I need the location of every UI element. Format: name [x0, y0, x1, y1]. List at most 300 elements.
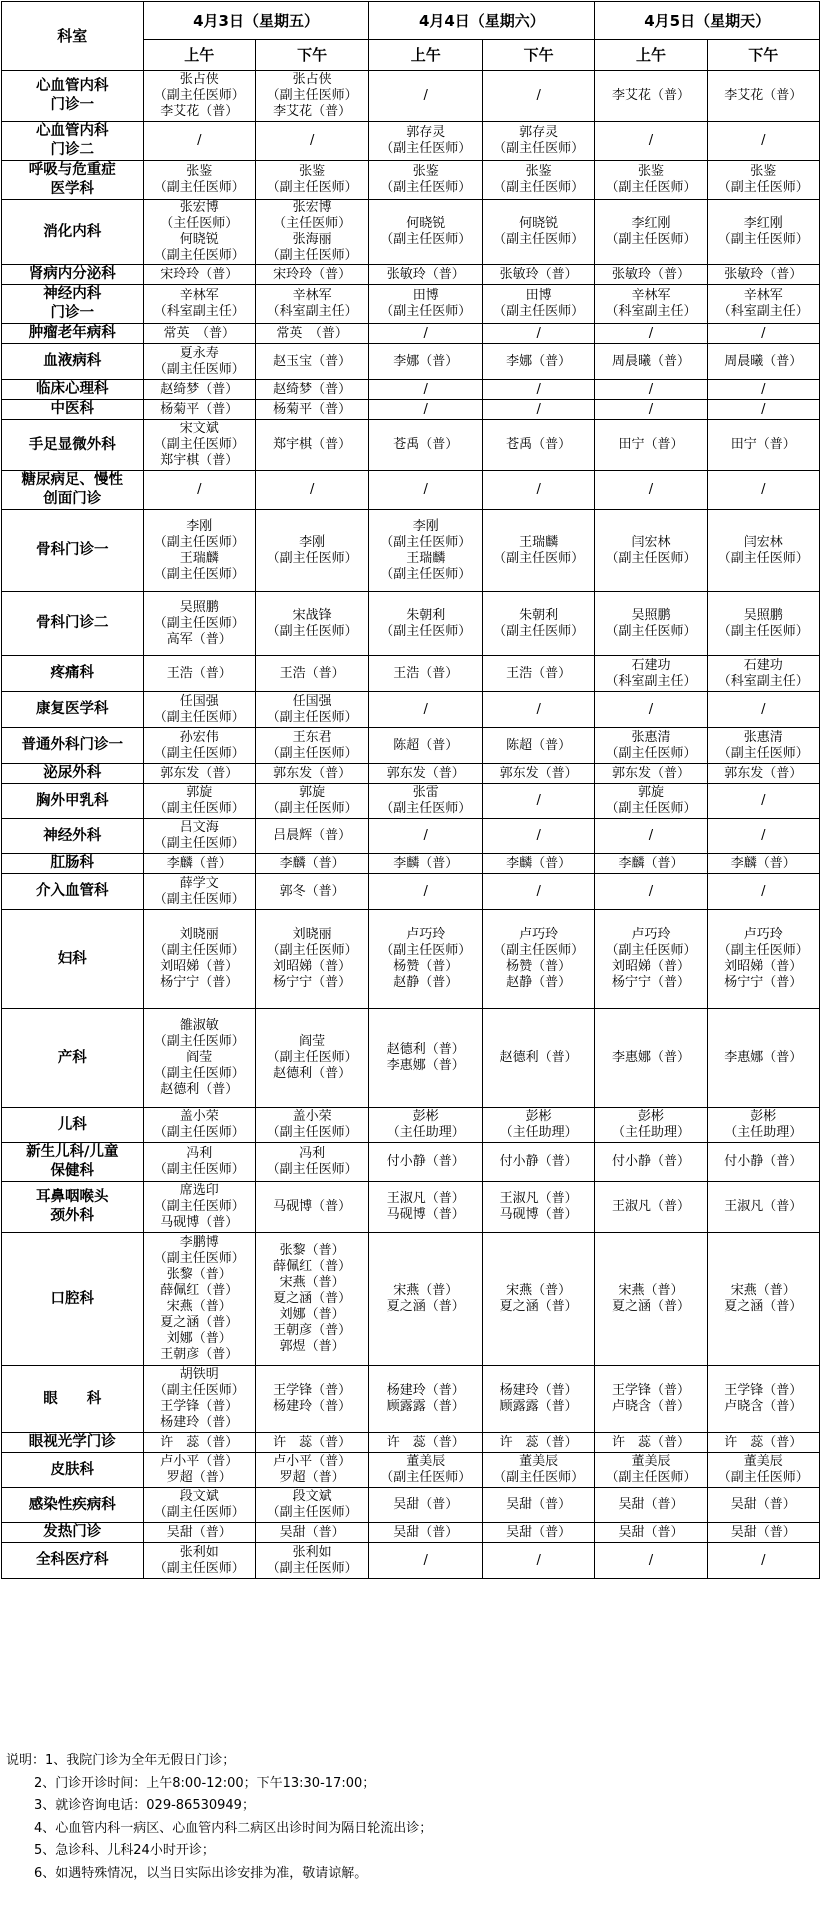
schedule-cell: [482, 510, 594, 592]
dept-name-line: 医学科: [50, 181, 95, 197]
schedule-cell: [707, 854, 819, 874]
schedule-cell: [143, 819, 255, 854]
doctor-line: 吴甜（普）: [166, 1524, 232, 1540]
dept-cell: [2, 854, 144, 874]
doctor-line: 刘娜（普）: [279, 1307, 345, 1322]
schedule-row: [2, 1009, 820, 1108]
doctor-line: 张鉴: [525, 164, 552, 179]
dept-cell: [2, 344, 144, 380]
schedule-cell: [482, 854, 594, 874]
dept-name-line: 骨科门诊二: [36, 615, 109, 631]
doctor-line: （副主任医师）: [493, 232, 585, 247]
schedule-cell: [707, 874, 819, 910]
doctor-line: /: [423, 88, 428, 103]
doctor-line: /: [761, 1552, 766, 1568]
doctor-line: 李刚: [186, 518, 213, 534]
dept-cell: [2, 510, 144, 592]
schedule-row: [2, 784, 820, 819]
schedule-cell: [255, 592, 369, 656]
day-header: 4月3日（星期五）: [143, 2, 369, 40]
schedule-cell: [369, 592, 483, 656]
doctor-line: 杨菊平（普）: [273, 401, 352, 417]
doctor-line: 常英 （普）: [163, 325, 236, 341]
doctor-line: 宋燕（普）: [506, 1283, 572, 1298]
dept-name-line: 产科: [57, 1049, 87, 1066]
doctor-line: （副主任医师）: [266, 1162, 358, 1177]
schedule-cell: [482, 265, 594, 285]
schedule-cell: [482, 71, 594, 122]
doctor-line: 吴甜（普）: [393, 1524, 459, 1540]
doctor-line: 常英 （普）: [276, 325, 348, 341]
doctor-line: 王淑凡（普）: [499, 1191, 578, 1206]
doctor-line: /: [648, 828, 654, 843]
schedule-cell: [595, 854, 707, 874]
doctor-line: /: [648, 133, 654, 148]
schedule-cell: [595, 265, 707, 285]
doctor-line: 薛学文: [179, 875, 219, 891]
doctor-line: 马砚博（普）: [386, 1207, 465, 1222]
doctor-line: 王淑凡（普）: [611, 1199, 690, 1214]
schedule-cell: [595, 1009, 707, 1108]
dept-cell: [2, 1366, 144, 1433]
schedule-body: [2, 71, 820, 1579]
doctor-line: /: [648, 325, 654, 341]
schedule-row: [2, 420, 820, 471]
schedule-cell: [595, 324, 707, 344]
doctor-line: （副主任医师）: [266, 1050, 358, 1065]
doctor-line: 吴甜（普）: [730, 1497, 796, 1512]
dept-name-line: 创面门诊: [43, 491, 102, 507]
dept-cell: [2, 728, 144, 764]
schedule-cell: [595, 764, 707, 784]
schedule-cell: [369, 400, 483, 420]
doctor-line: 辛林军: [179, 288, 219, 303]
doctor-line: 宋战锋: [292, 607, 332, 623]
doctor-line: 王浩（普）: [166, 665, 232, 681]
doctor-line: 李麟（普）: [166, 855, 232, 871]
doctor-line: （副主任医师）: [380, 801, 472, 816]
doctor-line: （副主任医师）: [266, 709, 358, 725]
doctor-line: 董美辰: [631, 1454, 671, 1469]
doctor-line: 董美辰: [406, 1454, 446, 1469]
schedule-row: [2, 910, 820, 1009]
doctor-line: （主任助理）: [724, 1125, 803, 1140]
doctor-line: /: [648, 1552, 654, 1568]
schedule-cell: [255, 420, 369, 471]
doctor-line: /: [536, 1552, 541, 1568]
notes-section: [6, 1750, 432, 1885]
schedule-row: [2, 1233, 820, 1366]
doctor-line: 卢巧玲: [631, 927, 671, 942]
schedule-cell: [482, 1488, 594, 1523]
schedule-row: [2, 471, 820, 510]
doctor-line: 卢小平（普）: [273, 1454, 352, 1469]
doctor-line: 王淑凡（普）: [386, 1191, 465, 1206]
doctor-line: （副主任医师）: [493, 943, 585, 958]
doctor-line: （副主任医师）: [493, 1470, 585, 1485]
schedule-cell: [707, 910, 819, 1009]
doctor-line: 宋燕（普）: [393, 1283, 459, 1298]
schedule-row: [2, 656, 820, 692]
schedule-row: [2, 380, 820, 400]
dept-name-line: 颈外科: [50, 1208, 95, 1224]
doctor-line: 吴照鹏: [179, 599, 219, 615]
doctor-line: /: [423, 1552, 428, 1568]
schedule-cell: [369, 764, 483, 784]
doctor-line: 张惠清: [631, 729, 671, 745]
schedule-cell: [369, 819, 483, 854]
schedule-cell: [143, 1433, 255, 1453]
doctor-line: 罗超（普）: [166, 1470, 232, 1485]
dept-name-line: 感染性疾病科: [28, 1496, 116, 1513]
schedule-cell: [707, 764, 819, 784]
doctor-line: 闫宏林: [631, 534, 671, 550]
doctor-line: 雒淑敏: [179, 1018, 219, 1033]
dept-name-line: 泌尿外科: [43, 765, 102, 781]
schedule-cell: [369, 122, 483, 161]
doctor-line: 张鉴: [186, 164, 213, 179]
doctor-line: 许 蕊（普）: [499, 1434, 578, 1450]
doctor-line: 付小静（普）: [611, 1154, 690, 1169]
doctor-line: /: [536, 793, 541, 808]
dept-name-line: 儿科: [57, 1116, 87, 1133]
doctor-line: 赵德利（普）: [273, 1066, 352, 1081]
schedule-cell: [595, 1143, 707, 1182]
schedule-cell: [143, 380, 255, 400]
dept-cell: [2, 200, 144, 265]
schedule-row: [2, 764, 820, 784]
schedule-cell: [595, 1488, 707, 1523]
doctor-line: 赵德利（普）: [160, 1082, 239, 1097]
doctor-line: 夏永寿: [179, 345, 219, 361]
doctor-line: 李麟（普）: [393, 855, 459, 871]
dept-cell: [2, 874, 144, 910]
doctor-line: 吴照鹏: [743, 607, 783, 623]
doctor-line: 吴甜（普）: [506, 1497, 572, 1512]
doctor-line: /: [761, 883, 766, 899]
doctor-line: （副主任医师）: [153, 437, 245, 452]
schedule-cell: [482, 400, 594, 420]
dept-name-line: 口腔科: [50, 1290, 95, 1307]
doctor-line: 辛林军: [292, 288, 332, 303]
doctor-line: 许 蕊（普）: [386, 1434, 465, 1450]
doctor-line: （副主任医师）: [153, 180, 245, 195]
doctor-line: （副主任医师）: [266, 745, 358, 761]
schedule-cell: [369, 1108, 483, 1143]
doctor-line: 张利如: [179, 1544, 219, 1560]
schedule-cell: [143, 1233, 255, 1366]
doctor-line: 阎莹: [299, 1034, 326, 1049]
doctor-line: 段文斌: [292, 1489, 332, 1504]
doctor-line: 郭旋: [299, 785, 326, 800]
doctor-line: 宋玲玲（普）: [273, 266, 352, 282]
dept-cell: [2, 265, 144, 285]
doctor-line: 李刚: [412, 518, 439, 534]
doctor-line: 董美辰: [519, 1454, 559, 1469]
doctor-line: 王瑞麟: [406, 550, 446, 566]
doctor-line: 李麟（普）: [506, 855, 572, 871]
doctor-line: 李红刚: [743, 216, 783, 231]
schedule-cell: [707, 510, 819, 592]
doctor-line: （副主任医师）: [266, 801, 358, 816]
doctor-line: 张占侠: [179, 72, 219, 87]
schedule-cell: [707, 1543, 819, 1579]
doctor-line: 吴甜（普）: [730, 1524, 796, 1540]
dept-cell: [2, 122, 144, 161]
doctor-line: 郭旋: [637, 785, 664, 800]
schedule-cell: [707, 380, 819, 400]
schedule-cell: [255, 161, 369, 200]
schedule-cell: [143, 728, 255, 764]
doctor-line: /: [536, 482, 541, 497]
dept-cell: [2, 1543, 144, 1579]
doctor-line: （副主任医师）: [153, 1505, 245, 1520]
dept-name-line: 骨科门诊一: [36, 542, 109, 558]
schedule-cell: [482, 819, 594, 854]
doctor-line: 何晓锐: [519, 216, 559, 231]
schedule-cell: [707, 1366, 819, 1433]
schedule-cell: [482, 1543, 594, 1579]
schedule-cell: [255, 1453, 369, 1488]
doctor-line: 卢巧玲: [406, 927, 446, 942]
schedule-cell: [143, 285, 255, 324]
schedule-cell: [143, 265, 255, 285]
schedule-row: [2, 692, 820, 728]
doctor-line: 李麟（普）: [279, 855, 345, 871]
doctor-line: （副主任医师）: [605, 550, 697, 566]
doctor-line: /: [761, 325, 766, 341]
dept-cell: [2, 471, 144, 510]
schedule-cell: [369, 380, 483, 400]
dept-cell: [2, 819, 144, 854]
doctor-line: 杨宁宁（普）: [724, 975, 803, 990]
doctor-line: 赵静（普）: [506, 975, 572, 990]
schedule-row: [2, 324, 820, 344]
schedule-cell: [143, 874, 255, 910]
schedule-cell: [255, 1108, 369, 1143]
doctor-line: 杨赞（普）: [506, 959, 572, 974]
schedule-cell: [255, 285, 369, 324]
schedule-cell: [255, 819, 369, 854]
schedule-cell: [707, 471, 819, 510]
schedule-cell: [255, 656, 369, 692]
doctor-line: 冯利: [186, 1146, 213, 1161]
doctor-line: （副主任医师）: [493, 304, 585, 319]
schedule-cell: [143, 1366, 255, 1433]
schedule-cell: [482, 1108, 594, 1143]
schedule-cell: [369, 200, 483, 265]
schedule-row: [2, 161, 820, 200]
doctor-line: （副主任医师）: [153, 1162, 245, 1177]
doctor-line: （副主任医师）: [380, 534, 472, 550]
doctor-line: 吕晨辉（普）: [273, 828, 352, 843]
schedule-cell: [707, 1453, 819, 1488]
doctor-line: 赵德利（普）: [386, 1042, 465, 1057]
dept-cell: [2, 400, 144, 420]
doctor-line: （副主任医师）: [153, 615, 245, 631]
doctor-line: （副主任医师）: [153, 88, 245, 103]
doctor-line: /: [197, 482, 202, 497]
doctor-line: 田宁（普）: [618, 437, 684, 452]
dept-name-line: 糖尿病足、慢性: [21, 472, 124, 488]
doctor-line: /: [761, 381, 766, 397]
doctor-line: 任国强: [292, 693, 332, 709]
doctor-line: 张雷: [412, 785, 439, 800]
schedule-cell: [143, 471, 255, 510]
note-line: 说明：1、我院门诊为全年无假日门诊；: [6, 1753, 236, 1768]
dept-name-line: 介入血管科: [36, 883, 109, 899]
doctor-line: /: [423, 883, 428, 899]
schedule-cell: [255, 344, 369, 380]
dept-name-line: 心血管内科: [36, 123, 109, 139]
doctor-line: 李刚: [299, 534, 326, 550]
doctor-line: 郭存灵: [406, 125, 446, 140]
doctor-line: （科室副主任）: [605, 673, 697, 689]
doctor-line: 郭东发（普）: [724, 765, 803, 781]
schedule-cell: [707, 265, 819, 285]
doctor-line: （副主任医师）: [266, 88, 358, 103]
dept-name-line: 发热门诊: [43, 1524, 102, 1540]
schedule-cell: [369, 344, 483, 380]
doctor-line: /: [423, 482, 428, 497]
schedule-row: [2, 1143, 820, 1182]
doctor-line: （副主任医师）: [605, 180, 697, 195]
doctor-line: 杨宁宁（普）: [273, 975, 352, 990]
schedule-cell: [595, 874, 707, 910]
schedule-cell: [369, 510, 483, 592]
dept-name-line: 临床心理科: [36, 381, 109, 397]
doctor-line: 杨菊平（普）: [160, 401, 239, 417]
doctor-line: 孙宏伟: [179, 729, 219, 745]
schedule-cell: [482, 784, 594, 819]
schedule-cell: [707, 1143, 819, 1182]
doctor-line: /: [761, 793, 766, 808]
doctor-line: 彭彬: [412, 1109, 439, 1124]
doctor-line: 段文斌: [179, 1489, 219, 1504]
dept-cell: [2, 1488, 144, 1523]
schedule-cell: [595, 471, 707, 510]
dept-cell: [2, 1143, 144, 1182]
doctor-line: 李惠娜（普）: [386, 1058, 465, 1073]
doctor-line: 张敏玲（普）: [611, 266, 690, 282]
doctor-line: （副主任医师）: [153, 361, 245, 377]
doctor-line: 卢巧玲: [519, 927, 559, 942]
header-row-days: [2, 2, 820, 40]
doctor-line: （副主任医师）: [266, 1125, 358, 1140]
schedule-cell: [255, 764, 369, 784]
doctor-line: （副主任医师）: [380, 141, 472, 156]
doctor-line: 刘昭娣（普）: [724, 959, 803, 974]
schedule-cell: [595, 161, 707, 200]
doctor-line: （副主任医师）: [380, 566, 472, 582]
doctor-line: 宋玲玲（普）: [160, 266, 239, 282]
doctor-line: 王学锋（普）: [611, 1383, 690, 1398]
schedule-row: [2, 400, 820, 420]
schedule-cell: [482, 1366, 594, 1433]
doctor-line: 张利如: [292, 1544, 332, 1560]
schedule-cell: [707, 1009, 819, 1108]
schedule-cell: [369, 324, 483, 344]
schedule-cell: [595, 910, 707, 1009]
schedule-cell: [369, 420, 483, 471]
doctor-line: （副主任医师）: [266, 1505, 358, 1520]
doctor-line: （副主任医师）: [266, 180, 358, 195]
dept-name-line: 中医科: [50, 401, 95, 417]
doctor-line: 刘昭娣（普）: [611, 959, 690, 974]
doctor-line: 张宏博: [179, 200, 219, 215]
doctor-line: 杨建玲（普）: [386, 1383, 465, 1398]
doctor-line: 张黎（普）: [279, 1243, 345, 1258]
schedule-row: [2, 265, 820, 285]
doctor-line: 苍禹（普）: [393, 437, 459, 452]
doctor-line: /: [648, 381, 654, 397]
doctor-line: （副主任医师）: [153, 891, 245, 907]
doctor-line: /: [309, 133, 315, 148]
doctor-line: 李艾花（普）: [160, 104, 239, 119]
schedule-cell: [255, 1488, 369, 1523]
doctor-line: （主任助理）: [386, 1125, 465, 1140]
doctor-line: 刘昭娣（普）: [273, 959, 352, 974]
doctor-line: 郑宇棋（普）: [273, 437, 352, 452]
doctor-line: （副主任医师）: [605, 943, 697, 958]
schedule-cell: [707, 285, 819, 324]
schedule-cell: [369, 265, 483, 285]
dept-name-line: 门诊二: [50, 142, 95, 158]
doctor-line: 李惠娜（普）: [611, 1050, 690, 1065]
doctor-line: /: [423, 325, 428, 341]
doctor-line: 许 蕊（普）: [724, 1434, 803, 1450]
doctor-line: /: [761, 133, 766, 148]
schedule-cell: [482, 344, 594, 380]
schedule-cell: [255, 728, 369, 764]
schedule-cell: [369, 1182, 483, 1233]
doctor-line: 付小静（普）: [724, 1154, 803, 1169]
schedule-cell: [482, 764, 594, 784]
note-line: 3、就诊咨询电话：029-86530949；: [34, 1798, 255, 1813]
doctor-line: （副主任医师）: [717, 943, 809, 958]
schedule-cell: [482, 285, 594, 324]
schedule-cell: [255, 71, 369, 122]
dept-cell: [2, 1453, 144, 1488]
doctor-line: 张鉴: [750, 164, 777, 179]
dept-name-line: 神经内科: [43, 286, 102, 302]
doctor-line: （副主任医师）: [153, 566, 245, 582]
doctor-line: 宋燕（普）: [166, 1299, 232, 1314]
doctor-line: （副主任医师）: [717, 550, 809, 566]
doctor-line: 卢晓含（普）: [724, 1399, 803, 1414]
doctor-line: 马砚博（普）: [160, 1215, 239, 1230]
doctor-line: 王学锋（普）: [724, 1383, 803, 1398]
schedule-cell: [595, 71, 707, 122]
schedule-cell: [482, 592, 594, 656]
schedule-cell: [595, 285, 707, 324]
doctor-line: /: [648, 401, 654, 417]
doctor-line: 高军（普）: [166, 631, 232, 647]
schedule-row: [2, 71, 820, 122]
doctor-line: 许 蕊（普）: [611, 1434, 690, 1450]
doctor-line: 郭东发（普）: [386, 765, 465, 781]
schedule-row: [2, 1182, 820, 1233]
doctor-line: /: [197, 133, 202, 148]
schedule-cell: [482, 1433, 594, 1453]
doctor-line: 张海丽: [292, 232, 332, 247]
dept-cell: [2, 1009, 144, 1108]
doctor-line: 李娜（普）: [506, 353, 572, 369]
doctor-line: 卢晓含（普）: [611, 1399, 690, 1414]
schedule-cell: [482, 1182, 594, 1233]
doctor-line: 张鉴: [299, 164, 326, 179]
doctor-line: 张敏玲（普）: [724, 266, 803, 282]
